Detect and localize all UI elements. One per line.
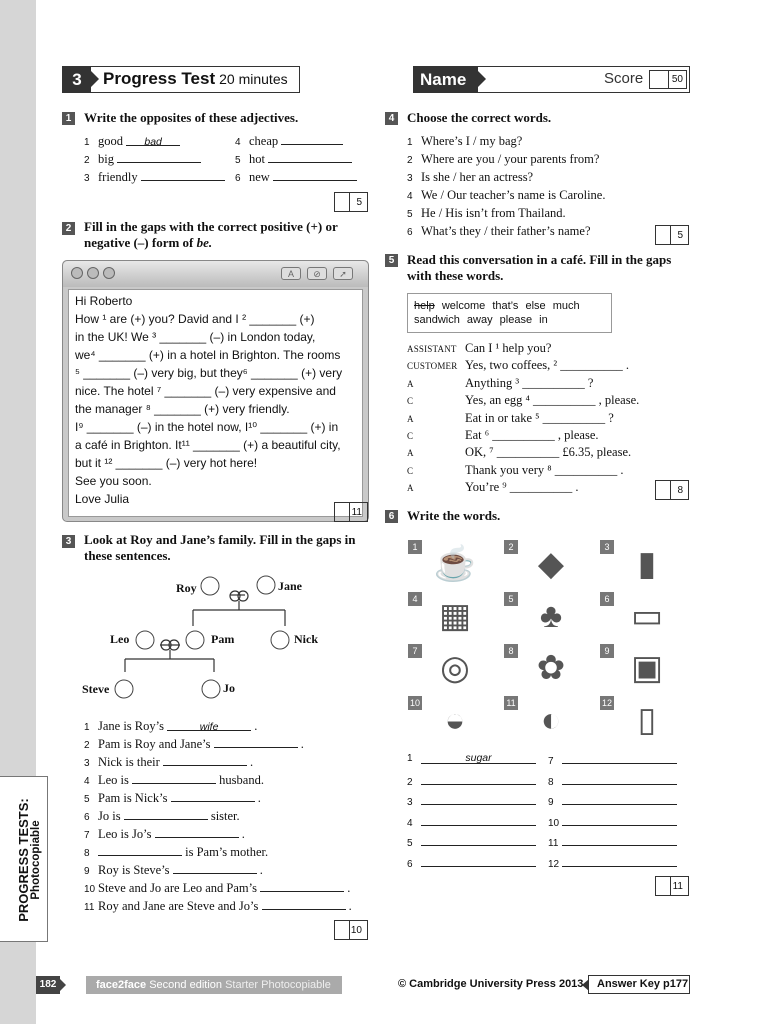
window-minimize-icon[interactable] (87, 267, 99, 279)
conversation-line (407, 444, 631, 461)
sentence-text[interactable]: Where are you / your parents from? (421, 152, 600, 166)
fruit-icon: ♣ (539, 598, 563, 635)
item-number: 8 (84, 848, 90, 859)
score-label: Score (604, 70, 644, 87)
picture-number: 4 (408, 592, 422, 606)
item-number: 10 (548, 817, 560, 829)
jo-face-icon (202, 680, 220, 698)
answer-blank[interactable] (421, 793, 536, 805)
ex6-marks: 11 (655, 876, 689, 896)
answer-blank[interactable] (155, 826, 239, 838)
answer-line (407, 834, 536, 849)
line-text: Thank you very ⁸ __________ . (465, 462, 624, 477)
picture-number: 6 (600, 592, 614, 606)
speaker: A (407, 483, 414, 494)
answer-blank[interactable] (124, 808, 208, 820)
picture-number: 8 (504, 644, 518, 658)
page-number: 182 (36, 976, 60, 994)
ex4-instruction: Choose the correct words. (407, 110, 552, 125)
answer-blank[interactable] (262, 898, 346, 910)
email-line: in the UK! We ³ _______ (–) in London today, (75, 330, 316, 344)
item-number: 2 (407, 776, 413, 788)
email-line: nice. The hotel ⁷ _______ (–) very expensive and (75, 384, 336, 398)
answer-blank[interactable] (562, 855, 677, 867)
copyright: © Cambridge University Press 2013 (398, 978, 584, 990)
family-roy: Roy (176, 581, 197, 595)
item-number: 3 (407, 173, 413, 184)
email-body (68, 289, 363, 517)
font-icon[interactable]: A (281, 267, 301, 280)
answer-line (407, 752, 536, 764)
meat-icon: ◒ (444, 702, 466, 739)
answer-blank[interactable] (163, 754, 247, 766)
pam-face-icon (186, 631, 204, 649)
picture-number: 10 (409, 698, 420, 708)
sentence-text: is Pam’s mother. (182, 845, 269, 859)
ex3-item (84, 772, 264, 790)
answer-blank[interactable]: wife (167, 719, 251, 731)
word-box: help welcome that’s else much sandwich away please in (407, 293, 612, 333)
item-number: 5 (84, 794, 90, 805)
ex2-number: 2 (62, 222, 75, 235)
adjective: hot (249, 152, 269, 166)
ex1-item (84, 133, 180, 151)
sentence-text: Jane is Roy’s (98, 719, 168, 733)
sentence-text: Pam is Roy and Jane’s (98, 737, 214, 751)
email-line: Love Julia (75, 492, 130, 506)
answer-blank[interactable] (273, 169, 357, 181)
ex5-instruction: Read this conversation in a café. Fill in the gaps with these words. (407, 252, 672, 283)
line-text: OK, ⁷ __________ £6.35, please. (465, 445, 632, 460)
sugar-icon: ☕ (433, 546, 477, 583)
answer-blank[interactable] (268, 151, 352, 163)
item-number: 9 (84, 866, 90, 877)
sentence-text: Leo is (98, 773, 133, 787)
picture-number: 9 (600, 644, 614, 658)
item-number: 2 (407, 155, 413, 166)
answer-line (407, 773, 536, 788)
sentence-text: . (254, 791, 261, 805)
picture-number: 12 (601, 698, 612, 708)
adjective: big (98, 152, 118, 166)
answer-line (548, 773, 677, 788)
ex1-item (235, 133, 343, 151)
family-jane: Jane (278, 579, 302, 593)
speaker: C (407, 431, 414, 441)
ex3-item (84, 718, 257, 736)
conversation-line (407, 427, 599, 444)
sentence-text: Steve and Jo are Leo and Pam’s (98, 881, 261, 895)
speaker: A (407, 378, 414, 389)
answer-blank[interactable] (562, 752, 677, 764)
conversation-line (407, 357, 629, 374)
ex1-item (235, 169, 357, 187)
ex4-number: 4 (385, 112, 398, 125)
answer-blank[interactable] (421, 834, 536, 846)
ex1-number: 1 (62, 112, 75, 125)
window-close-icon[interactable] (71, 267, 83, 279)
ex3-item (84, 898, 352, 916)
vegetables-icon: ✿ (536, 650, 566, 687)
sentence-text: . (251, 719, 258, 733)
ex4-item (407, 187, 605, 205)
email-line: I⁹ _______ (–) in the hotel now, I¹⁰ _______ (+) in (75, 420, 339, 434)
window-zoom-icon[interactable] (103, 267, 115, 279)
ex5-number: 5 (385, 254, 398, 267)
picture-number: 1 (408, 540, 422, 554)
item-number: 2 (84, 740, 90, 751)
attach-icon[interactable]: ⊘ (307, 267, 327, 280)
item-number: 5 (407, 838, 413, 849)
email-line: the manager ⁸ _______ (+) very friendly. (75, 402, 290, 416)
bread-icon: ▭ (630, 598, 664, 635)
line-text: Eat in or take ⁵ __________ ? (465, 410, 614, 425)
picture-number: 7 (408, 644, 422, 658)
test-header (62, 66, 300, 93)
item-number: 4 (407, 191, 413, 202)
item-number: 5 (407, 209, 413, 220)
speaker: ASSISTANT (407, 344, 457, 354)
conversation-line (407, 340, 551, 357)
ex1-item (235, 151, 352, 169)
item-number: 3 (84, 173, 90, 184)
item-number: 11 (84, 902, 95, 913)
ex3-item (84, 862, 263, 880)
ex4-item (407, 151, 599, 169)
sentence-text: Roy is Steve’s (98, 863, 173, 877)
sidebar-label: PROGRESS TESTS: Photocopiable (16, 798, 42, 922)
speaker: CUSTOMER (407, 361, 458, 372)
sentence-text[interactable]: What’s they / their father’s name? (421, 224, 591, 238)
line-text: Can I ¹ help you? (465, 341, 552, 355)
ex1-item (84, 169, 225, 187)
speaker: C (407, 465, 414, 476)
item-number: 1 (407, 137, 413, 148)
ex6-number: 6 (385, 510, 398, 523)
adjective: cheap (249, 134, 282, 148)
email-window (62, 260, 369, 522)
sentence-text: . (256, 863, 263, 877)
ex4-item (407, 169, 533, 187)
item-number: 8 (548, 776, 554, 788)
ex3-item (84, 736, 304, 754)
score-box[interactable]: 50 (649, 70, 687, 89)
family-jo: Jo (223, 681, 235, 695)
name-field[interactable] (413, 66, 690, 93)
email-titlebar (63, 261, 368, 287)
conversation-line (407, 462, 624, 479)
answer-line (548, 834, 677, 849)
sentence-text: Roy and Jane are Steve and Jo’s (98, 899, 262, 913)
answer-blank[interactable] (214, 736, 298, 748)
sentence-text: Leo is Jo’s (98, 827, 155, 841)
line-text: Yes, an egg ⁴ __________ , please. (465, 393, 640, 408)
answer-blank[interactable] (117, 151, 201, 163)
conversation-line (407, 392, 639, 409)
item-number: 6 (235, 173, 241, 184)
ex6-instruction: Write the words. (407, 508, 501, 523)
sentence-text: husband. (216, 773, 264, 787)
answer-blank[interactable] (98, 844, 182, 856)
sentence-text: sister. (207, 809, 240, 823)
speaker: A (407, 448, 414, 459)
ex1-instruction: Write the opposites of these adjectives. (84, 110, 299, 125)
send-icon[interactable]: ➚ (333, 267, 353, 280)
sentence-text: Jo is (98, 809, 124, 823)
answer-blank[interactable] (132, 772, 216, 784)
email-line: a café in Brighton. It¹¹ _______ (+) a beautiful city, (75, 438, 341, 452)
conversation-line (407, 375, 593, 392)
item-number: 7 (84, 830, 90, 841)
answer-blank[interactable] (173, 862, 257, 874)
ex3-item (84, 826, 245, 844)
item-number: 4 (84, 776, 90, 787)
sentence-text[interactable]: He / His isn’t from Thailand. (421, 206, 566, 220)
ex4-marks: 5 (655, 225, 689, 245)
water-icon: ▯ (637, 702, 657, 739)
item-number: 1 (407, 753, 413, 764)
ex3-item (84, 790, 261, 808)
sentence-text: . (297, 737, 304, 751)
item-number: 3 (407, 797, 413, 808)
item-number: 5 (235, 155, 241, 166)
ex4-item (407, 223, 591, 241)
item-number: 6 (407, 227, 413, 238)
picture-number: 3 (600, 540, 614, 554)
fish-icon: ◐ (540, 702, 562, 739)
ex1-item (84, 151, 201, 169)
ex3-item (84, 808, 240, 826)
answer-line (548, 793, 677, 808)
eggs-icon: ◎ (440, 650, 470, 687)
answer-line (548, 855, 677, 870)
line-text: Yes, two coffees, ² __________ . (465, 358, 630, 373)
picture-number: 11 (504, 696, 518, 710)
answer-line (407, 814, 536, 829)
family-nick: Nick (294, 632, 318, 646)
sentence-text: . (345, 899, 352, 913)
item-number: 12 (548, 858, 560, 870)
answer-key-link[interactable]: Answer Key p177 (588, 975, 690, 994)
ex3-number: 3 (62, 535, 75, 548)
steve-face-icon (115, 680, 133, 698)
conversation-line (407, 479, 579, 496)
answer-blank[interactable] (260, 880, 344, 892)
roy-face-icon (201, 577, 219, 595)
line-text: Anything ³ __________ ? (465, 375, 594, 390)
item-number: 1 (84, 137, 90, 148)
line-text: Eat ⁶ __________ , please. (465, 428, 599, 442)
conversation-line (407, 410, 614, 427)
sentence-text[interactable]: Where’s I / my bag? (421, 134, 523, 148)
item-number: 6 (407, 858, 413, 870)
name-label: Name (414, 67, 478, 92)
milk-icon: ▮ (637, 546, 657, 583)
answer-blank[interactable] (141, 169, 225, 181)
ex1-marks: 5 (334, 192, 368, 212)
cheese-icon: ◆ (537, 546, 565, 583)
adjective: friendly (98, 170, 141, 184)
answer-blank[interactable] (562, 834, 677, 846)
item-number: 10 (84, 884, 96, 895)
sentence-text: . (246, 755, 254, 769)
email-line: ⁵ _______ (–) very big, but they⁶ _______ (+) very (75, 366, 343, 380)
email-line: but it ¹² _______ (–) very hot here! (75, 456, 258, 470)
email-line: See you soon. (75, 474, 152, 488)
sentence-text: Pam is Nick’s (98, 791, 171, 805)
ex3-item (84, 844, 268, 862)
picture-number: 2 (504, 540, 518, 554)
ex4-item (407, 205, 566, 223)
book-title: face2face Second edition Starter Photocopiable (86, 976, 342, 994)
line-text: You’re ⁹ __________ . (465, 480, 579, 495)
test-title: Progress Test 20 minutes (103, 69, 288, 88)
email-line: How ¹ are (+) you? David and I ² _______ (+) (75, 312, 315, 326)
tea-icon: ▣ (630, 650, 664, 687)
answer-blank[interactable] (562, 814, 677, 826)
nick-face-icon (271, 631, 289, 649)
answer-line (407, 855, 536, 870)
item-number: 7 (548, 756, 554, 767)
ex3-instruction: Look at Roy and Jane’s family. Fill in the gaps in these sentences. (84, 532, 356, 563)
item-number: 4 (235, 137, 241, 148)
item-number: 4 (407, 817, 413, 829)
sentence-text: . (238, 827, 245, 841)
unit-number: 3 (63, 67, 91, 92)
answer-line (548, 752, 677, 767)
ex3-item (84, 754, 253, 772)
jane-face-icon (257, 576, 275, 594)
ex2-instruction: Fill in the gaps with the correct positive (+) or negative (–) form of be. (84, 219, 338, 250)
sentence-text[interactable]: We / Our teacher’s name is Caroline. (421, 188, 606, 202)
answer-blank[interactable]: sugar (421, 752, 536, 764)
family-steve: Steve (82, 682, 110, 696)
answer-blank[interactable] (421, 773, 536, 785)
sentence-text[interactable]: Is she / her an actress? (421, 170, 534, 184)
sentence-text: Nick is their (98, 755, 163, 769)
item-number: 2 (84, 155, 90, 166)
answer-line (548, 814, 677, 829)
adjective: good (98, 134, 127, 148)
speaker: C (407, 396, 414, 407)
ex4-item (407, 133, 522, 151)
adjective: new (249, 170, 273, 184)
family-pam: Pam (211, 632, 235, 646)
ex3-marks: 10 (334, 920, 368, 940)
answer-blank[interactable] (171, 790, 255, 802)
leo-face-icon (136, 631, 154, 649)
answer-blank[interactable] (421, 855, 536, 867)
answer-line (407, 793, 536, 808)
answer-blank[interactable] (281, 133, 343, 145)
item-number: 9 (548, 797, 554, 808)
item-number: 6 (84, 812, 90, 823)
speaker: A (407, 413, 414, 424)
email-line: Hi Roberto (75, 294, 133, 308)
answer-blank[interactable] (421, 814, 536, 826)
chocolate-icon: ▦ (438, 598, 472, 635)
answer-blank[interactable]: bad (126, 134, 180, 146)
item-number: 3 (84, 758, 90, 769)
ex3-item (84, 880, 350, 898)
email-line: we⁴ _______ (+) in a hotel in Brighton. The rooms (75, 348, 341, 362)
ex2-marks: 11 (334, 502, 368, 522)
sentence-text: . (344, 881, 351, 895)
picture-number: 5 (504, 592, 518, 606)
family-leo: Leo (110, 632, 130, 646)
item-number: 1 (84, 722, 90, 733)
answer-blank[interactable] (562, 793, 677, 805)
ex5-marks: 8 (655, 480, 689, 500)
answer-blank[interactable] (562, 773, 677, 785)
item-number: 11 (548, 838, 559, 849)
